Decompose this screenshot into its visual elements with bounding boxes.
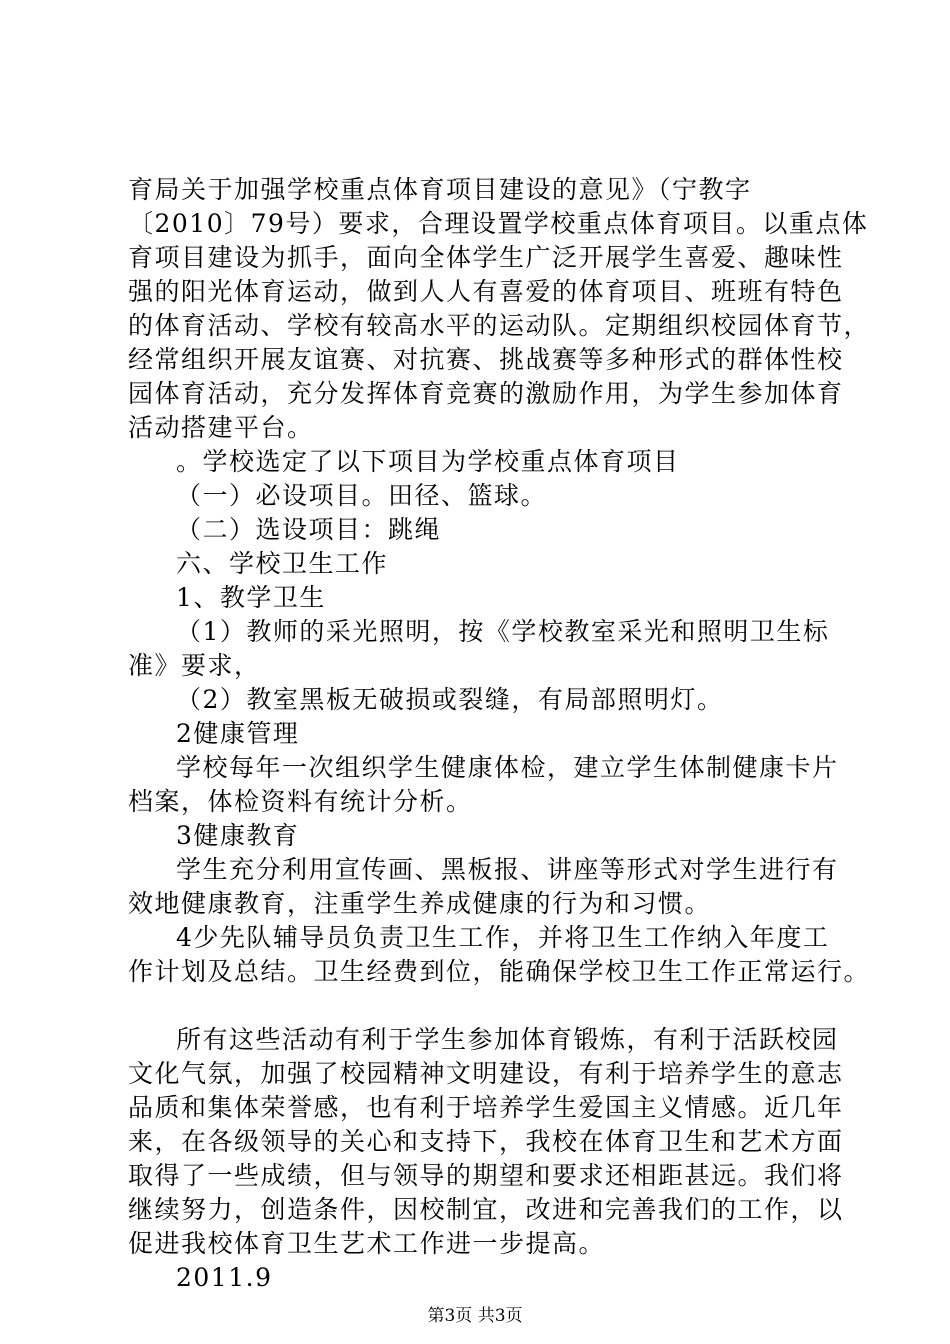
text-line: 经常组织开展友谊赛、对抗赛、挑战赛等多种形式的群体性校 [128,345,844,374]
text-line: 。学校选定了以下项目为学校重点体育项目 [176,447,680,476]
subsection-heading: 2健康管理 [176,719,300,748]
text-line: 学生充分利用宣传画、黑板报、讲座等形式对学生进行有 [176,855,839,884]
text-line: 的体育活动、学校有较高水平的运动队。定期组织校园体育节， [128,311,871,340]
text-line: （1）教师的采光照明，按《学校教室采光和照明卫生标 [176,617,830,646]
text-line: 活动搭建平台。 [128,413,314,442]
page-number-footer: 第3页 共3页 [427,1306,523,1326]
text-line: 作计划及总结。卫生经费到位，能确保学校卫生工作正常运行。 [128,957,871,986]
text-line: 文化气氛，加强了校园精神文明建设，有利于培养学生的意志 [128,1059,844,1088]
text-line: 来，在各级领导的关心和支持下，我校在体育卫生和艺术方面 [128,1127,844,1156]
text-line: 准》要求， [128,651,261,680]
text-line: （二）选设项目：跳绳 [176,515,442,544]
text-line: 〔2010〕79号）要求，合理设置学校重点体育项目。以重点体 [128,209,869,238]
text-line: 所有这些活动有利于学生参加体育锻炼，有利于活跃校园 [176,1025,839,1054]
text-line: 继续努力，创造条件，因校制宜，改进和完善我们的工作，以 [128,1195,844,1224]
text-line: 学校每年一次组织学生健康体检，建立学生体制健康卡片 [176,753,839,782]
text-line: （一）必设项目。田径、篮球。 [176,481,548,510]
text-line: 园体育活动，充分发挥体育竞赛的激励作用，为学生参加体育 [128,379,844,408]
text-line: 档案，体检资料有统计分析。 [128,787,473,816]
subsection-heading: 3健康教育 [176,821,300,850]
text-line: 强的阳光体育运动，做到人人有喜爱的体育项目、班班有特色 [128,277,844,306]
subsection-heading: 1、教学卫生 [176,583,326,612]
text-line: （2）教室黑板无破损或裂缝，有局部照明灯。 [176,685,724,714]
text-line: 品质和集体荣誉感，也有利于培养学生爱国主义情感。近几年 [128,1093,844,1122]
text-line: 取得了一些成绩，但与领导的期望和要求还相距甚远。我们将 [128,1161,844,1190]
text-line: 促进我校体育卫生艺术工作进一步提高。 [128,1229,606,1258]
text-line: 育局关于加强学校重点体育项目建设的意见》（宁教字 [128,175,752,204]
text-line: 育项目建设为抓手，面向全体学生广泛开展学生喜爱、趣味性 [128,243,844,272]
document-date: 2011.9 [176,1263,273,1292]
text-line: 4少先队辅导员负责卫生工作，并将卫生工作纳入年度工 [176,923,830,952]
text-line: 效地健康教育，注重学生养成健康的行为和习惯。 [128,889,712,918]
section-heading: 六、学校卫生工作 [176,549,389,578]
